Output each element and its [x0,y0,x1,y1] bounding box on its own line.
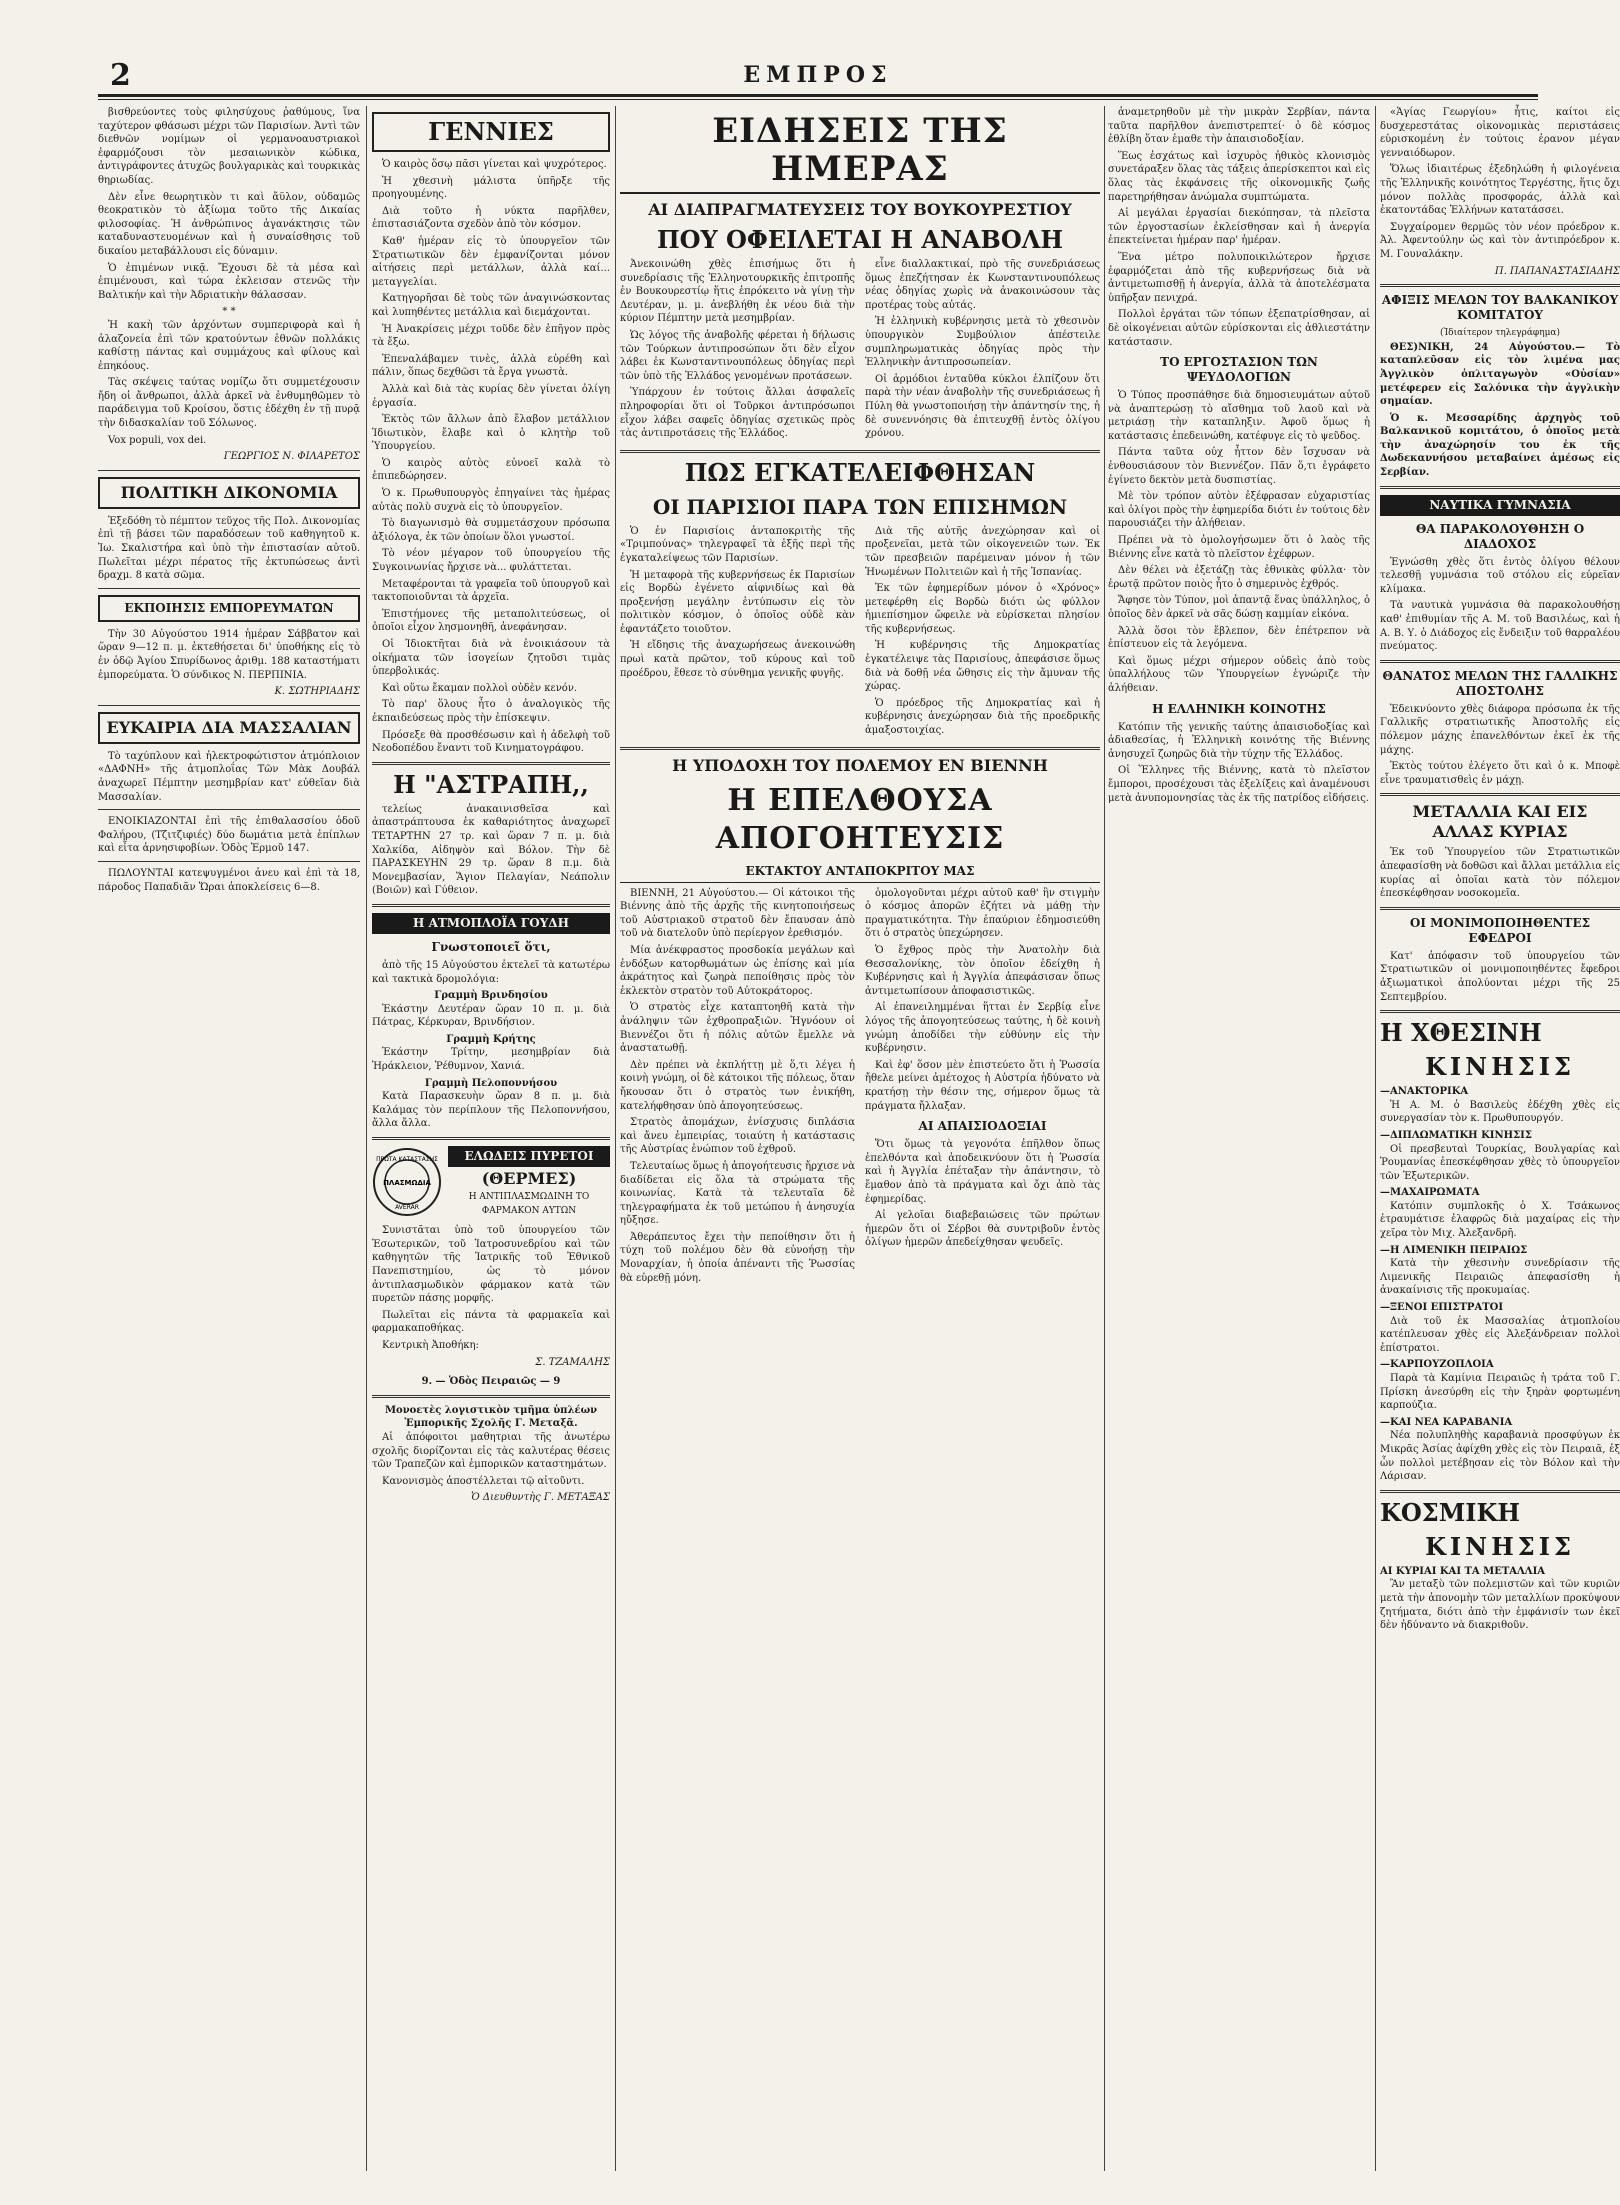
divider [620,747,1100,750]
column-text: Ἐπεναλάβαμεν τινὲς, ἀλλὰ εὑρέθη καὶ πάλιν, ὅπως δεχθῶσι τὰ ἔργα γνωστὰ. [372,353,610,379]
ad-heading: Η ΑΤΜΟΠΛΟΪΑ ΓΟΥΔΗ [372,913,610,934]
news-item-text: Διὰ τοῦ ἐκ Μασσαλίας ἀτμοπλοίου κατέπλευσαν χθὲς εἰς Ἀλεξάνδρειαν πολλοὶ ἐπίστρατοι. [1380,1315,1620,1354]
ad-signature: Σ. ΤΖΑΜΑΛΗΣ [535,1356,610,1368]
article-text: Ἀλλὰ ὅσοι τὸν ἔβλεπον, δὲν ἐπέτρεπον νὰ ἐπίστευον εἰς τὰ λεγόμενα. [1108,625,1370,651]
divider [372,762,610,765]
article-text: Ἀνεκοινώθη χθὲς ἐπισήμως ὅτι ἡ συνεδρίασις τῆς Ἑλληνοτουρκικῆς ἐπιτροπῆς ἐν Βουκουρεστίῳ ἥτις ἐπρόκειτο νὰ γίνῃ τὴν Δευτέραν, μ. μ. ἀνεβλήθη ἐκ νέου διὰ τὴν κύριον Πέμπτην μετὰ μεσημβρίαν. [620,259,855,325]
article-text: Ὅτι ὅμως τὰ γεγονότα ἐπῆλθον ὅπως ἐπελθόντα καὶ ἀποδεικνύουν ὅτι ἡ Ῥωσσία καὶ ἡ Ἀγγλία ἐπέταξαν τὴν ἀπάντησιν, τὸ ἔμαθον ἀπὸ τὰ πράγματα καὶ ὄχι ἀπὸ τὰς ἐφημερίδας. [865,1139,1100,1205]
article-text: Ἐδεικνύοντο χθὲς διάφορα πρόσωπα ἐκ τῆς Γαλλικῆς στρατιωτικῆς Ἀποστολῆς εἰς πόλεμον μάχης ἐπανελθόντων ἐκεῖ ἐκ τῆς μάχης. [1380,703,1620,756]
article-heading: ΑΙ ΔΙΑΠΡΑΓΜΑΤΕΥΣΕΙΣ ΤΟΥ ΒΟΥΚΟΥΡΕΣΤΙΟΥ [648,200,1072,219]
news-item-title: —ΞΕΝΟΙ ΕΠΙΣΤΡΑΤΟΙ [1380,1302,1504,1314]
article-heading: Η ΥΠΟΔΟΧΗ ΤΟΥ ΠΟΛΕΜΟΥ ΕΝ ΒΙΕΝΝΗ [672,755,1048,775]
news-item-title: —ΜΑΧΑΙΡΩΜΑΤΑ [1380,1187,1480,1199]
column-text: Τὸ νέον μέγαρον τοῦ ὑπουργείου τῆς Συγκοινωνίας ἤρχισε νὰ... φυλάττεται. [372,548,610,574]
news-item-text: Ἂν μεταξὺ τῶν πολεμιστῶν καὶ τῶν κυριῶν μετὰ τὴν ἀπονομὴν τῶν μεταλλίων προκύψουν ζητήματα, διότι ἀπὸ τὴν ἐμφάνισίν των ἐκεῖ δὲν ἠδύναντο νὰ διακριθοῦν. [1380,1579,1620,1632]
article-column [865,887,1100,1289]
column-text: Κατηγορῆσαι δὲ τοὺς τῶν ἀναγινώσκοντας καὶ λυπηθέντες μετάλλια καὶ διεμάχονται. [372,293,610,318]
column-6 [1380,106,1620,2171]
news-item-text: Νέα πολυπληθὴς καραβανιὰ προσφύγων ἐκ Μικρᾶς Ἀσίας ἀφίχθη χθὲς εἰς τὸν Πειραιᾶ, ἐξ ὧν πολλοὶ μετέβησαν εἰς τὸν Βόλον καὶ τὴν Λάρισαν. [1380,1430,1620,1483]
article-text: Τὰς σκέψεις ταύτας νομίζω ὅτι συμμετέχουσιν ἤδη οἱ ἄνθρωποι, ἀλλὰ ἀρκεῖ νὰ ἐνθυμηθῶμεν τὸ παράδειγμα τοῦ Κροίσου, ὅστις ἐδέχθη ἐν τῇ πυρᾷ τὴν διδασκαλίαν τοῦ Σόλωνος. [98,377,360,430]
article-text: Τὰ ναυτικὰ γυμνάσια θὰ παρακολουθήσῃ καθ' ἐπιθυμίαν τῆς Α. Μ. τοῦ Βασιλέως, καὶ ἡ Α. Β. Υ. ὁ Διάδοχος εἰς ἔνδειξιν τοῦ θαρραλέου πνεύματος. [1380,600,1620,653]
column-separator [1375,106,1376,2171]
column-text: Μεταφέρονται τὰ γραφεῖα τοῦ ὑπουργοῦ καὶ τακτοποιοῦνται τὰ ἀρχεῖα. [372,578,610,604]
article-text: «Ἁγίας Γεωργίου» ἧτις, καίτοι εἰς δυσχερεστάτας οἰκονομικὰς περιστάσεις εὑρισκομένη ἐν τούτοις ἐρανον μέγαν γενναιόδωρον. [1380,107,1620,159]
article-heading: ΟΙ ΠΑΡΙΣΙΟΙ ΠΑΡΑ ΤΩΝ ΕΠΙΣΗΜΩΝ [652,494,1068,519]
article-subheading: (Ἰδιαίτερον τηλεγράφημα) [1439,328,1561,339]
article-text: Ἡ μεταφορὰ τῆς κυβερνήσεως ἐκ Παρισίων εἰς Βορδὼ ἐγένετο αἰφνιδίως καὶ θὰ προξενήσῃ μεγάλην ἐντύπωσιν εἰς τὸν πολιτικὸν κόσμον, ὁ ὁποῖος οὐδὲ κὰν ἐφαντάζετο τοιοῦτον. [620,569,855,635]
divider [1380,907,1620,910]
ad-title-block [448,1146,610,1218]
seal-top-text: ΠΡΩΤΑ ΚΑΤΑΣΤΑΣΗΣ [376,1156,438,1164]
column-1 [98,106,360,2171]
article-heading: ΝΑΥΤΙΚΑ ΓΥΜΝΑΣΙΑ [1380,495,1620,516]
article-text: Πρέπει νὰ τὸ ὁμολογήσωμεν ὅτι ὁ λαὸς τῆς Βιέννης εἶνε κατὰ τὸ πλεῖστον ἐχέφρων. [1108,535,1370,560]
ad-text: Τὸ ταχύπλουν καὶ ἠλεκτροφώτιστον ἀτμόπλοιον «ΔΑΦΝΗ» τῆς ἀτμοπλοΐας Τῶν Μὰκ Δουβάλ ἀναχωρεῖ Πέμπτην μεσημβρίαν κατ' εὐθεῖαν διὰ Μασσαλίαν. [98,750,360,803]
ad-text: τελείως ἀνακαινισθεῖσα καὶ ἀπαστράπτουσα ἐκ καθαριότητος ἀναχωρεῖ ΤΕΤΑΡΤΗΝ 27 τρ. καὶ ὥραν 7 π. μ. διὰ Χαλκίδα, Αἰδηψὸν καὶ Βόλον. Τὴν δὲ ΠΑΡΑΣΚΕΥΗΝ 29 τρ. ὥραν 8 π.μ. διὰ Μονεμβασίαν, Ἅγιον Πελαγίαν, Νεάπολιν (Βοιῶν) καὶ Γύθειον. [372,803,610,897]
article-subheading: ΘΑ ΠΑΡΑΚΟΛΟΥΘΗΣΗ Ο ΔΙΑΔΟΧΟΣ [1415,521,1585,551]
article-text: ἀναμετρηθοῦν μὲ τὴν μικρὰν Σερβίαν, πάντα ταῦτα παρῆλθον ἀνεπιστρεπτεί· ὁ δὲ κόσμος ἐθλίβη ὅταν ἐμαθε τὴν ἀπαισιοδοξίαν. [1108,107,1370,146]
article-heading: ΘΑΝΑΤΟΣ ΜΕΛΩΝ ΤΗΣ ΓΑΛΛΙΚΗΣ ΑΠΟΣΤΟΛΗΣ [1382,668,1618,698]
article-column [620,258,855,444]
article-text: Μὲ τὸν τρόπον αὐτὸν ἐξέφρασαν εὐχαριστίας καὶ ὁλίγοι πρὸς τὴν ἐφημερίδα διότι ἐν τούτοις δὲν παρουσιάζει τὴν ἀλήθειαν. [1108,491,1370,530]
article-text: Δὲν εἶνε θεωρητικὸν τι καὶ ἄϋλον, οὐδαμῶς θεοκρατικὸν τὸ ἀξίωμα τοῦτο τῆς Δικαίας φιλοσοφίας. Ἡ ἀνθρώπινος ἀγανάκτησις τῶν καταδυναστευομένων καὶ ἡ συναίσθησις τοῦ δικαίου μεταβάλλουσι εἰς δύναμιν. [98,191,360,257]
divider [98,861,360,862]
column-text: Ἡ χθεσινὴ μάλιστα ὑπῆρξε τῆς προηγουμένης. [372,175,610,201]
ad-text: Κανονισμὸς ἀποστέλλεται τῷ αἰτοῦντι. [382,1475,585,1487]
article-text: Ὅλως ἰδιαιτέρως ἐξεδηλώθη ἡ φιλογένεια τῆς Ἑλληνικῆς κοινότητος Τεργέστης, ἥτις ὄχι μόνον πολλὰς προσφοράς, ἀλλὰ καὶ ἐκατοντάδας Ἑλλήνων κατατάσσει. [1380,164,1620,217]
seal-bot-text: AVERAR [395,1204,419,1212]
article-text: Ἕνα μέτρο πολυποικιλώτερον ἤρχισε ἐφαρμόζεται ἀπὸ τῆς κυβερνήσεως διὰ νὰ ἀντιμετωπισθῇ ἡ ἀνεργία, ἀλλὰ τὰ ἀποτελέσματα ὑπῆρξαν πενιχρά. [1108,251,1370,304]
article-text: Δὲν θέλει νὰ ἐξετάζῃ τὰς ἐθνικὰς φύλλα· τὸν ἐρωτᾷ πρῶτον ποιὸς ἦτο ὁ σημερινὸς ἐχθρός. [1108,565,1370,590]
divider [1380,793,1620,796]
news-item-text: Κατὰ τὴν χθεσινὴν συνεδρίασιν τῆς Λιμενικῆς Πειραιῶς ἀπεφασίσθη ἡ ἀνακαίνισις τῆς προκυμαίας. [1380,1258,1620,1297]
divider [1380,1490,1620,1493]
divider [1380,486,1620,489]
article-text: ΘΕΣ)ΝΙΚΗ, 24 Αὐγούστου.— Τὸ καταπλεῦσαν εἰς τὸν λιμένα μας Ἀγγλικὸν ὁπλιταγωγὸν «Οὐσίαν» μετέφερεν εἰς Σαλόνικα τὴν ἀγγλικὴν σημαίαν. [1380,341,1620,408]
article-text: Ὁ ἔχθρος πρὸς τὴν Ἀνατολὴν διὰ Θεσσαλονίκης, τὸν ὁποῖον ἐδείχθη ἡ Κυβέρνησις καὶ ἡ Ἀγγλία ἀπεφάσισαν ὅπως ἀντιμετωπίσουν ἀποφασιστικῶς. [865,945,1100,997]
divider [372,904,610,907]
article-text: Ἡ κακὴ τῶν ἀρχόντων συμπεριφορὰ καὶ ἡ ἀλαζονεία ἐπὶ τῶν κρατούντων ἐθνῶν πολλάκις καθίστῃ πάντας καὶ συμμάχους καὶ φίλους καὶ ἐπηκόους. [98,319,360,372]
divider [620,450,1100,453]
ad-text: ΠΩΛΟΥΝΤΑΙ κατεψυγμένοι ἀνευ καὶ ἐπὶ τὰ 18, πάροδος Παπαδιᾶν Ὥραι ἀποκλείσεις 6—8. [98,867,360,893]
column-separator [366,106,367,2171]
article-heading: ΑΦΙΞΙΣ ΜΕΛΩΝ ΤΟΥ ΒΑΛΚΑΝΙΚΟΥ ΚΟΜΙΤΑΤΟΥ [1381,293,1619,323]
article-text: Κατ' ἀπόφασιν τοῦ ὑπουργείου τῶν Στρατιωτικῶν οἱ μονιμοποιηθέντες ἔφεδροι ἀξιωματικοὶ ἀπολύονται μέχρι τῆς 25 Σεπτεμβρίου. [1380,950,1620,1003]
ad-logo-row [372,1146,610,1218]
column-2 [372,106,610,2171]
article-text: Ὁ στρατὸς εἶχε καταπτοηθῆ κατὰ τὴν ἀνάληψιν τῶν ἐχθροπραξιῶν. Ἠγνόουν οἱ Βιεννέζοι ὅτι ἡ πόλις αὐτῶν ἔμελλε νὰ ἀναστατωθῇ. [620,1002,855,1055]
masthead-title: ΕΜΠΡΟΣ [743,62,893,88]
ad-heading: (ΘΕΡΜΕΣ) [481,1169,577,1189]
news-item-text: Παρὰ τὰ Καμίνια Πειραιῶς ἡ τράτα τοῦ Γ. Πρίσκη ἀνεσύρθη εἰς τὴν ξηρὰν φορτωμένη καρπούζια. [1380,1373,1620,1412]
ad-heading: Μονοετὲς λογιστικὸν τμῆμα ὑπλέων Ἐμπορικῆς Σχολῆς Γ. Μεταξᾶ. [384,1404,598,1430]
column-text: Καὶ οὕτω ἔκαμαν πολλοὶ οὐδὲν κενόν. [382,682,578,694]
section-heading: ΚΟΣΜΙΚΗ [1380,1497,1521,1527]
article-text: Πάντα ταῦτα οὐχ ἧττον δὲν ἴσχυσαν νὰ ἐνθουσιάσουν τὸν Βιεννέζον. Πᾶν ὅ,τι ἐγράφετο ἐγίνετο δεκτὸν μετὰ δυσπιστίας. [1108,447,1370,486]
divider [1380,284,1620,287]
asterism: * * [222,306,236,318]
route-title: Γραμμὴ Πελοποννήσου [424,1077,558,1089]
masthead-rule [98,94,1538,97]
article-text: Τελευταίως ὅμως ἡ ἀπογοήτευσις ἤρχισε νὰ διαδίδεται εἰς ὅλα τὰ στρώματα τῆς κοινωνίας. Κατὰ τὰ τελευταῖα δὲ τηλεγραφήματα ἐκ τοῦ μετώπου ἡ ἀνησυχία ηὔξησε. [620,1160,855,1227]
article-text: Ἐκ τῶν ἐφημερίδων μόνον ὁ «Χρόνος» μετεφέρθη εἰς Βορδὼ διότι ὡς φύλλον ἡμιεπίσημον ὤφειλε νὰ εὑρίσκεται πλησίον τῆς κυβερνήσεως. [865,583,1100,635]
article-text: Ὡς λόγος τῆς ἀναβολῆς φέρεται ἡ δήλωσις τῶν Τούρκων ἀντιπροσώπων ὅτι δὲν εἶχον λάβει ἐκ Κωνσταντινουπόλεως ὁδηγίας περὶ τῶν ὑπὸ τῆς Ἑλλάδος γενομένων προτάσεων. [620,329,855,382]
route-title: Γραμμὴ Βρινδησίου [434,990,548,1002]
column-text: Διὰ τοῦτο ἡ νύκτα παρῆλθεν, ἐπιστασιάζοντα σχεδὸν ἀπὸ τὸν κόσμον. [372,205,610,231]
article-text: Ὁ ἐπιμένων νικᾷ. Ἔχουσι δὲ τὰ μέσα καὶ ἐπιμένουσι, καὶ τώρα ἐκλεισαν στενῶς τὴν Βαλτικήν καὶ τὴν Ἀδριατικὴν θάλασσαν. [98,262,360,301]
article-subheading: ΑΙ ΑΠΑΙΣΙΟΔΟΞΙΑΙ [918,1119,1047,1134]
section-heading: ΕΙΔΗΣΕΙΣ ΤΗΣ ΗΜΕΡΑΣ [620,112,1100,194]
column-text: Ἐκτὸς τῶν ἄλλων ἀπὸ ἔλαβον μετάλλιον Ἰδιωτικὸν, ἔλαβε καὶ ὁ κλητὴρ τοῦ Ὑπουργείου. [372,414,610,453]
article-text: Ὁ κ. Μεσσαρίδης ἀρχηγὸς τοῦ Βαλκανικοῦ κομιτάτου, ὁ ὁποῖος μετὰ τὴν ἀναχώρησίν του ἐκ τῆς Δωδεκαννήσου μεταβαίνει ἀμέσως εἰς Σερβίαν. [1380,412,1620,479]
divider [372,1395,610,1398]
article-text: Αἱ γελοῖαι διαβεβαιώσεις τῶν πρώτων ἡμερῶν ὅτι οἱ Σέρβοι θὰ συντριβοῦν ἐντὸς ὀλίγων ἡμερῶν ἀπεδείχθησαν ψευδεῖς. [865,1210,1100,1249]
article-columns [620,525,1100,741]
article-text: Vox populi, vox dei. [108,434,207,446]
news-item-title: —ΑΝΑΚΤΟΡΙΚΑ [1380,1086,1469,1098]
article-text: ΒΙΕΝΝΗ, 21 Αὐγούστου.— Οἱ κάτοικοι τῆς Βιέννης ἀπὸ τῆς ἀρχῆς τῆς κινητοποιήσεως τοῦ Αὐστριακοῦ στρατοῦ δὲν ἔπαυσαν ἀπὸ τοῦ νὰ διατελοῦν ὑπὸ περίεργον ἐρεθισμόν. [620,887,855,940]
column-separator [1104,106,1105,2171]
news-item-text: Οἱ πρεσβευταὶ Τουρκίας, Βουλγαρίας καὶ Ῥουμανίας ἐπεσκέφθησαν χθὲς τὸ ὑπουργεῖον τῶν Ἐξωτερικῶν. [1380,1143,1620,1182]
article-column [865,525,1100,741]
article-text: Ἕως ἐσχάτως καὶ ἰσχυρὸς ἠθικὸς κλονισμὸς συνετάραξεν ὅλας τὰς τάξεις ἀπερίσκεπτοι καὶ εἰς ὅλας τὰς ἐκφάνσεις τῆς οἰκονομικῆς ζωῆς παρετηρήθησαν ἀνώμαλα συμπτώματα. [1108,150,1370,203]
article-text: Αἱ ἐπανειλημμέναι ἥτται ἐν Σερβίᾳ εἶνε λόγος τῆς ἀπογοητεύσεως ταύτης, ἡ δὲ κοινὴ γνώμη ἀποδίδει τὴν εὐθύνην εἰς τὴν κυβέρνησιν. [865,1002,1100,1055]
ad-text: Ἐκάστην Δευτέραν ὥραν 10 π. μ. διὰ Πάτρας, Κέρκυραν, Βρινδήσιον. [372,1003,610,1029]
article-text: Ἡ εἴδησις τῆς ἀναχωρήσεως ἀνεκοινώθη πρωὶ κατὰ πρῶτον, τοῦ κύρους καὶ τοῦ προέδρου, ἔθεσε τὸ σύνθημα γενικῆς φυγῆς. [620,640,855,679]
news-item-title: —ΚΑΙ ΝΕΑ ΚΑΡΑΒΑΝΙΑ [1380,1416,1513,1428]
article-text: Οἱ Ἕλληνες τῆς Βιέννης, κατὰ τὸ πλεῖστον ἔμποροι, προσέχουσι τὰς ἐξελίξεις καὶ ἀναμένουσι μετὰ ἀνυπομονησίας τὰς ἐκ τῆς πατρίδος εἰδήσεις. [1108,765,1370,804]
column-text: Πρόσεξε θὰ προσθέσωσιν καὶ ἡ ἀδελφὴ τοῦ Νεοδοπέδου ἔναντι τοῦ Κινηματογράφου. [372,729,610,755]
article-heading: ΠΟΥ ΟΦΕΙΛΕΤΑΙ Η ΑΝΑΒΟΛΗ [656,225,1064,254]
ad-text: Κατὰ Παρασκευὴν ὥραν 8 π. μ. διὰ Καλάμας τὸν περίπλουν τῆς Πελοποννήσου, ἄλλα ἄλλα. [372,1091,610,1130]
column-text: Τὸ διαγωνισμὸ θὰ συμμετάσχουν πρόσωπα ἀξιόλογα, ἐκ τῶν ὁποίων ὅλοι γνωστοί. [372,518,610,543]
ad-heading: ΕΚΠΟΙΗΣΙΣ ΕΜΠΟΡΕΥΜΑΤΩΝ [98,595,360,622]
divider [372,1137,610,1140]
column-text: Οἱ Ἰδιοκτῆται διὰ νὰ ἐνοικιάσουν τὰ οἰκήματα τῶν ἰσογείων ζητοῦσι τιμὰς ὑπερβολικάς. [372,639,610,678]
article-text: Ἡ κυβέρνησις τῆς Δημοκρατίας ἐγκατέλειψε τὰς Παρισίους, ἀπεφάσισε ὅμως διὰ νὰ δοθῇ νέα ὤθησις εἰς τὴν ἄμυναν τῆς χώρας. [865,640,1100,693]
ad-text: Συνιστᾶται ὑπὸ τοῦ ὑπουργείου τῶν Ἐσωτερικῶν, τοῦ Ἰατροσυνεδρίου καὶ τῶν καθηγητῶν τῆς Ἰατρικῆς τοῦ Ἐθνικοῦ Πανεπιστημίου, ὡς τὸ μόνον ἀντιπλασμωδικὸν φάρμακον κατὰ τῶν πυρετῶν πάσης μορφῆς. [372,1225,610,1305]
news-item-text: Κατόπιν συμπλοκῆς ὁ Χ. Τσάκωνος ἐτραυμάτισε ἐλαφρῶς διὰ μαχαίρας εἰς τὴν χεῖρα τὸν Μιχ. Ἀλεξανδρῆ. [1380,1200,1620,1240]
center-section [620,106,1100,2171]
article-text: Ὁ Τύπος προσπάθησε διὰ δημοσιευμάτων αὐτοῦ νὰ ἀναπτερώσῃ τὸ αἴσθημα τοῦ λαοῦ καὶ νὰ μετριάσῃ τὴν καταπληξιν. Ἀφοῦ ὅμως ἡ κατάστασις ἐπεδεινώθη, κατέφυγε εἰς τὸ ψεῦδος. [1108,390,1370,442]
column-text: Ἐπιστήμονες τῆς μεταπολιτεύσεως, οἱ ὁποῖοι εἶχον λησμονηθῆ, ἀνεφάνησαν. [372,608,610,634]
column-5 [1108,106,1370,2171]
article-subheading: Η ΕΛΛΗΝΙΚΗ ΚΟΙΝΟΤΗΣ [1152,701,1326,716]
article-text: Κατόπιν τῆς γενικῆς ταύτης ἀπαισιοδοξίας καὶ ἀδιαθεσίας, ἡ Ἑλληνικὴ κοινότης τῆς Βιέννης ἀνησυχεῖ ζωηρῶς διὰ τὴν τύχην τῆς Ἑλλάδος. [1108,721,1370,760]
article-text: Ἄφησε τὸν Τύπον, μοὶ ἀπαντᾷ ἕνας ὑπάλληλος, ὁ ὁποῖος δὲν ἀρκεῖ νὰ σᾶς δώσῃ καμμίαν εἰκόνα. [1108,595,1370,620]
section-heading: ΚΙΝΗΣΙΣ [1425,1052,1575,1082]
article-column [620,887,855,1289]
divider [98,809,360,810]
column-text: Τὸ παρ' ὅλους ἦτο ὁ ἀναλογικὸς τῆς ἐκπαιδεύσεως πρὸς τὴν ἐπίσκεψιν. [372,699,610,724]
article-column [865,258,1100,444]
ad-heading: ΕΛΩΔΕΙΣ ΠΥΡΕΤΟΙ [448,1146,610,1167]
ad-text: Ἐκάστην Τρίτην, μεσημβρίαν διὰ Ἡράκλειον, Ῥέθυμνον, Χανιά. [372,1047,610,1073]
divider [98,470,360,471]
article-heading: ΜΕΤΑΛΛΙΑ ΚΑΙ ΕΙΣ ΑΛΛΑΣ ΚΥΡΙΑΣ [1412,802,1588,842]
article-heading: ΠΩΣ ΕΓΚΑΤΕΛΕΙΦΘΗΣΑΝ [684,457,1036,487]
ad-subheading: Η ΑΝΤΙΠΛΑΣΜΩΔΙΝΗ ΤΟ ΦΑΡΜΑΚΟΝ ΑΥΤΩΝ [468,1192,590,1216]
article-text: Ἐκ τοῦ Ὑπουργείου τῶν Στρατιωτικῶν ἀπεφασίσθη νὰ δοθῶσι καὶ ἄλλαι μετάλλια εἰς κυρίας αἱ ὁποῖαι κατὰ τὸν πόλεμον ἐπεσκέφθησαν νοσοκομεῖα. [1380,847,1620,900]
news-item-title: —ΚΑΡΠΟΥΖΟΠΛΟΙΑ [1380,1359,1494,1371]
divider [98,588,360,589]
article-text: Δὲν πρέπει νὰ ἐκπλήττῃ μὲ ὅ,τι λέγει ἡ κοινὴ γνώμη, οἱ δὲ κάτοικοι τῆς πόλεως, ὅταν ἤκουσαν ὅτι ὁ στρατὸς των ἐνικήθη, κατελήφθησαν ὑπὸ ἀπογοητεύσεως. [620,1059,855,1112]
article-column [620,525,855,741]
ad-address: 9. — Ὁδὸς Πειραιῶς — 9 [421,1376,561,1388]
article-text: Διὰ τῆς αὐτῆς ἀνεχώρησαν καὶ οἱ προξενεῖαι, μετὰ τῶν οἰκογενειῶν των. Ἐκ τῶν πρεσβειῶν παρέμειναν μόνον ἡ τῶν Ἡνωμένων Πολιτειῶν καὶ ἡ τῆς Ἰσπανίας. [865,525,1100,578]
article-text: Συγχαίρομεν θερμῶς τὸν νέον πρόεδρον κ. Ἀλ. Ἀφεντούλην ὡς καὶ τὸν ἀντιπρόεδρον κ. Μ. Γουναλάκην. [1380,221,1620,260]
column-text: Ὁ κ. Πρωθυπουργὸς ἐπηγαίνει τὰς ἡμέρας αὐτὰς πολὺ συχνὰ εἰς τὸ ὑπουργεῖον. [372,488,610,513]
article-columns [620,258,1100,444]
divider [1380,1010,1620,1013]
article-text: Ἐγνώσθη χθὲς ὅτι ἐντὸς ὀλίγου θέλουν τελεσθῇ γυμνάσια τοῦ στόλου εἰς εὐρεῖαν κλίμακα. [1380,556,1620,595]
divider [98,705,360,706]
column-text: Καθ' ἡμέραν εἰς τὸ ὑπουργεῖον τῶν Στρατιωτικῶν δὲν ἐμφανίζονται μόνον αἰτήσεις περὶ μετάλλων, ἀλλὰ καί... μεταγγελίαι. [372,235,610,288]
seal-logo-icon [372,1147,442,1217]
article-text: Μία ἀνέκφραστος προσδοκία μεγάλων καὶ ἐνδόξων κατορθωμάτων ὡς ἐπίσης καὶ μία ἀκράτητος καὶ ζωηρὰ πεποίθησις πρὸς τὸν ἐκλεκτὸν στρατὸν τοῦ Αὐτοκράτορος. [620,945,855,997]
article-text: Στρατὸς ἀπομάχων, ἐνίσχυσις διπλάσια καὶ ἄνευ ἐμπειρίας, τοιαύτη ἡ κατάστασις τῆς Αὐστρίας ἐνώπιον τοῦ ἐχθροῦ. [620,1117,855,1156]
author-signature: Π. ΠΑΠΑΝΑΣΤΑΣΙΑΔΗΣ [1494,265,1620,277]
article-text: εἶνε διαλλακτικαί, πρὸ τῆς συνεδριάσεως ὅμως ἐπεζήτησαν ἐκ Κωνσταντινουπόλεως νέας ὁδηγίας χωρὶς νὰ ἀνακοινώσουν τὰς προτέρας τοὺς αὐτάς. [865,259,1100,311]
ad-text: Πωλεῖται εἰς πάντα τὰ φαρμακεῖα καὶ φαρμακαποθήκας. [372,1309,610,1335]
author-signature: ΓΕΩΡΓΙΟΣ Ν. ΦΙΛΑΡΕΤΟΣ [223,451,360,463]
ad-signature: Κ. ΣΩΤΗΡΙΑΔΗΣ [274,686,360,698]
page-number: 2 [110,58,131,93]
ad-text: Αἱ ἀπόφοιτοι μαθητριαι τῆς ἀνωτέρω σχολῆς διορίζονται εἰς τὰς καλυτέρας θέσεις τῶν Τραπεζῶν καὶ ἐμπορικῶν καταστημάτων. [372,1431,610,1471]
article-text: ὁμολογοῦνται μέχρι αὐτοῦ καθ' ἣν στιγμὴν ὁ κόσμος ἀπορῶν ἐζήτει νὰ μάθῃ τὴν πραγματικότητα. Τὴν ἐπαύριον ἐδημοσιεύθη ὅτι ὁ στρατὸς ὑπεχώρησεν. [865,887,1100,940]
article-text: Οἱ ἁρμόδιοι ἐνταῦθα κύκλοι ἐλπίζουν ὅτι παρὰ τὴν νέαν ἀναβολὴν τῆς συνεδριάσεως ἡ Πύλη θὰ γνωστοποιήσῃ τὴν ἀπάντησίν της, ἡ δὲ συνεννόησις θὰ ἐπιτευχθῇ ἐντὸς ὀλίγου χρόνου. [865,373,1100,440]
section-heading: ΚΙΝΗΣΙΣ [1425,1531,1575,1561]
column-text: Ὁ καιρὸς αὐτὸς εὐνοεῖ καλὰ τὸ ἐπιπεδώρησεν. [372,457,610,483]
ad-text: Τὴν 30 Αὐγούστου 1914 ἡμέραν Σάββατον καὶ ὥραν 9—12 π. μ. ἐκτεθήσεται δι' ὑποθήκης εἰς τὸ ἐν ὁδῷ Ἀγίου Σπυρίδωνος ἀριθμ. 188 καταστήματι ἐμπορεύματα. Ὁ σύνδικος Ν. ΠΕΡΠΙΝΙΑ. [98,628,360,681]
article-byline: ΕΚΤΑΚΤΟΥ ΑΝΤΑΠΟΚΡΙΤΟΥ ΜΑΣ [620,864,1100,883]
article-text: Αἱ μεγάλαι ἐργασίαι διεκόπησαν, τὰ πλεῖστα τῶν ἐργοστασίων ἐκλείσθησαν καὶ ἡ ἀνεργία ἐπεκτείνεται ἡμέραν παρ' ἡμέραν. [1108,208,1370,247]
article-text: Ἡ ἑλληνικὴ κυβέρνησις μετὰ τὸ χθεσινὸν ὑπουργικὸν Συμβούλιον ἀπέστειλε συμπληρωματικὰς ὁδηγίας πρὸς τὴν Ἑλληνικὴν ἀντιπροσωπείαν. [865,316,1100,369]
route-title: Γραμμὴ Κρήτης [446,1033,536,1045]
divider [1380,660,1620,663]
article-text: Ἐκτὸς τούτου ἐλέγετο ὅτι καὶ ὁ κ. Μποφὲ εἶνε τραυματισθεὶς ἐν μάχῃ. [1380,761,1620,786]
column-text: Ὁ καιρὸς ὅσῳ πᾶσι γίνεται καὶ ψυχρότερος. [382,159,607,170]
masthead [98,58,1538,94]
ad-signature: Ὁ Διευθυντὴς Γ. ΜΕΤΑΞΑΣ [471,1492,610,1504]
ad-heading: Η "ΑΣΤΡΑΠΗ,, [393,769,589,799]
article-text: βισθρεύοντες τοὺς φιλησύχους ῥαθύμους, ἵνα ταχύτερον φθάσωσι μέχρι τῶν Παρισίων. Ἀντὶ τῶν διεθνῶν νομίμων οἱ γερμανοαυστριακοὶ ἐφαρμόζουσι τὸν μεσαιωνικὸν κώδικα, ἀντιγράφοντες ἀτυχῶς βουλγαρικὰς καὶ τουρκικὰς θηριωδίας. [98,107,360,186]
article-heading: ΟΙ ΜΟΝΙΜΟΠΟΙΗΘΕΝΤΕΣ ΕΦΕΔΡΟΙ [1409,915,1591,945]
article-text: Πολλοὶ ἐργάται τῶν τόπων ἐξεπατρίσθησαν, αἱ δὲ οἰκογένειαι αὐτῶν εὑρίσκονται εἰς ἀθλιεστάτην κατάστασιν. [1108,309,1370,348]
article-text: Ὑπάρχουν ἐν τούτοις ἄλλαι ἀσφαλεῖς πληροφορίαι ὅτι οἱ Τοῦρκοι ἀντιπρόσωποι εἶχον λάβει σαφεῖς ὁδηγίας σχετικῶς πρὸς τὰς ἀντιπροτάσεις τῆς Ἑλλάδος. [620,387,855,440]
article-text: Ἀθεράπευτος ἔχει τὴν πεποίθησιν ὅτι ἡ τύχη τοῦ πολέμου δὲν θὰ εὐνοήσῃ τὴν Μοναρχίαν, ἡ ὁποία ἀπέναντι τῆς Ῥωσσίας θὰ εὑρεθῇ μόνη. [620,1231,855,1284]
article-columns [620,887,1100,1289]
news-item-title: —Η ΛΙΜΕΝΙΚΗ ΠΕΙΡΑΙΩΣ [1380,1244,1528,1256]
column-separator [615,106,616,2171]
article-heading: Η ΕΠΕΛΘΟΥΣΑ ΑΠΟΓΟΗΤΕΥΣΙΣ [715,782,1005,856]
article-text: Ὁ ἐν Παρισίοις ἀνταποκριτὴς τῆς «Τριμπούνας» τηλεγραφεῖ τὰ ἑξῆς περὶ τῆς ἐγκαταλείψεως τῶν Παρισίων. [620,525,855,564]
masthead-rule-thin [98,99,1538,100]
ad-subheading: Γνωστοποιεῖ ὅτι, [431,939,551,954]
column-heading: ΓΕΝΝΙΕΣ [372,112,610,152]
ad-text: Κεντρικὴ Ἀποθήκη: [382,1339,479,1351]
ad-heading: ΠΟΛΙΤΙΚΗ ΔΙΚΟΝΟΜΙΑ [98,477,360,509]
ad-text: ἀπὸ τῆς 15 Αὐγούστου ἐκτελεῖ τὰ κατωτέρω καὶ τακτικὰ δρομολόγια: [372,959,610,985]
article-subheading: ΤΟ ΕΡΓΟΣΤΑΣΙΟΝ ΤΩΝ ΨΕΥΔΟΛΟΓΙΩΝ [1160,355,1318,385]
ad-text: Ἐξεδόθη τὸ πέμπτον τεῦχος τῆς Πολ. Δικονομίας ἐπὶ τῇ βάσει τῶν παραδόσεων τοῦ καθηγητοῦ κ. Ἰω. Σκαλιστήρα καὶ ὑπὸ τὴν ἐπιστασίαν αὐτοῦ. Πωλεῖται μέχρι πέρατος τῆς ἐκτυπώσεως ἀντὶ δραχμ. 8 κατὰ σῶμα. [98,515,360,582]
article-text: Καὶ ἐφ' ὅσον μὲν ἐπιστεύετο ὅτι ἡ Ῥωσσία ἤθελε μείνει ἀμέτοχος ἡ Αὐστρία ἠδύνατο νὰ κρατήσῃ τὴν θέσιν της, σήμερον ὅμως τὰ πράγματα ἤλλαξαν. [865,1059,1100,1112]
news-item-title: —ΔΙΠΛΩΜΑΤΙΚΗ ΚΙΝΗΣΙΣ [1380,1129,1532,1141]
ad-text: ΕΝΟΙΚΙΑΖΟΝΤΑΙ ἐπὶ τῆς ἐπιθαλασσίου ὁδοῦ Φαλήρου, (Τζιτζιφιές) δύο δωμάτια μετὰ ἐπίπλων καὶ εἶτα ἀρνησιφοβίων. Ὁδὸς Ἑρμοῦ 147. [98,816,360,855]
section-heading: Η ΧΘΕΣΙΝΗ [1380,1018,1542,1048]
news-item-text: Ἡ Α. Μ. ὁ Βασιλεὺς ἐδέχθη χθὲς εἰς συνεργασίαν τὸν κ. Πρωθυπουργόν. [1380,1099,1620,1125]
column-text: Ἡ Ἀνακρίσεις μέχρι τοῦδε δὲν ἐπῆγον πρὸς τὰ ἔξω. [372,323,610,349]
article-text: Καὶ ὅμως μέχρι σήμερον οὐδεὶς ἀπὸ τοὺς ὑπαλλήλους τῶν Ὑπουργείων ἐγνώριζε τὴν ἀλήθειαν. [1108,655,1370,694]
ad-heading: ΕΥΚΑΙΡΙΑ ΔΙΑ ΜΑΣΣΑΛΙΑΝ [98,712,360,744]
news-item-title: ΑΙ ΚΥΡΙΑΙ ΚΑΙ ΤΑ ΜΕΤΑΛΛΙΑ [1380,1565,1545,1577]
seal-mid-text: ΠΛΑΣΜΩΔΙΑ [383,1179,431,1188]
article-text: Ὁ πρόεδρος τῆς Δημοκρατίας καὶ ἡ κυβέρνησις ἀνεχώρησαν διὰ τῆς προεδρικῆς ἀμαξοστοιχίας. [865,697,1100,737]
column-text: Ἀλλὰ καὶ διὰ τὰς κυρίας δὲν γίνεται ὀλίγη ἐργασία. [372,383,610,409]
